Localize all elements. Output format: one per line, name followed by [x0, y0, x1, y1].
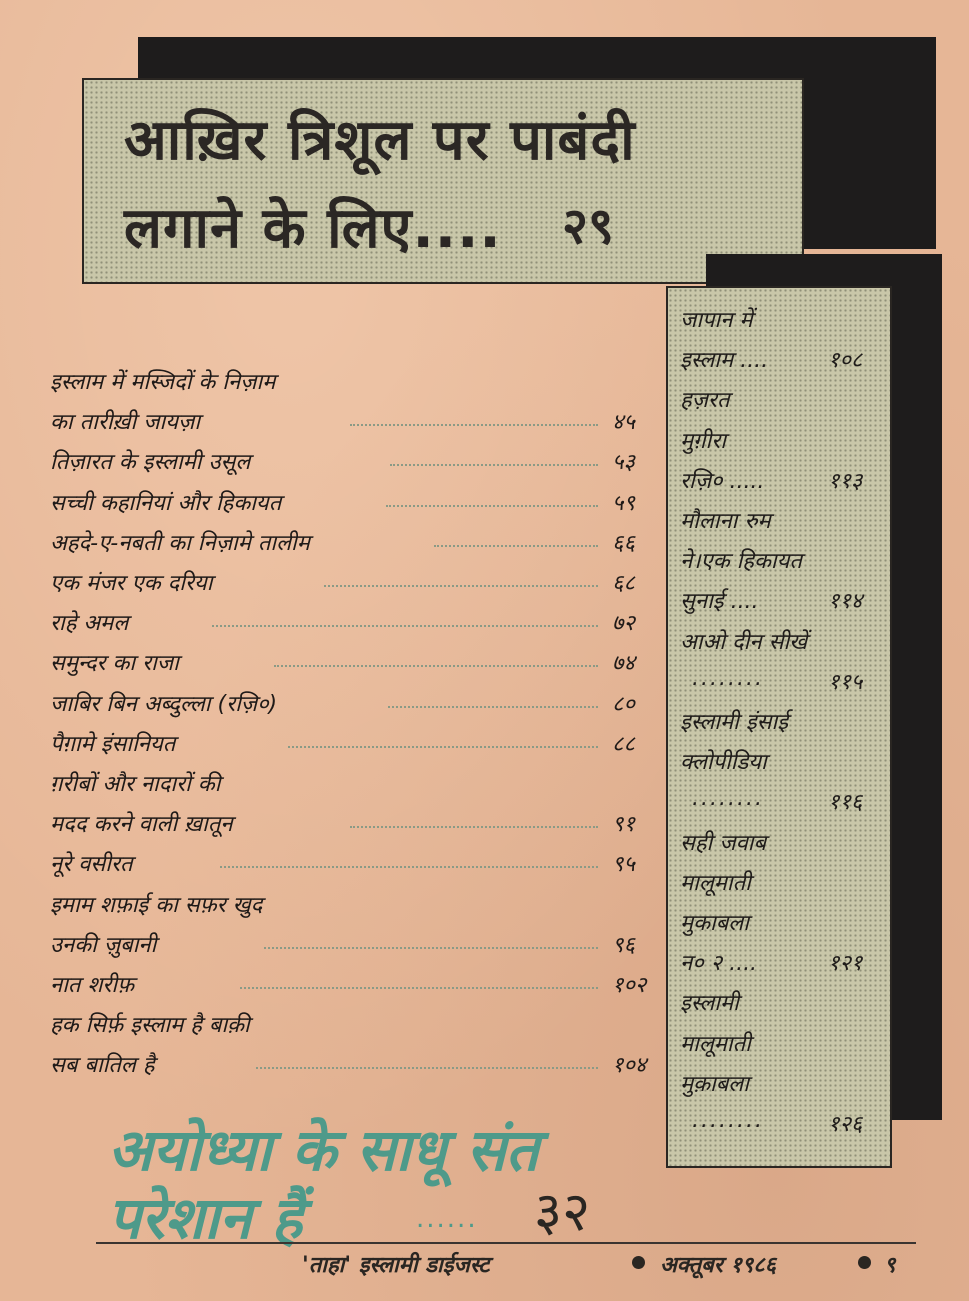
sidebar-entry [680, 827, 766, 857]
sidebar-entry-text: ने।एक हिकायत [680, 549, 802, 575]
sidebar-entry [680, 786, 863, 816]
toc-title: एक मंजर एक दरिया [50, 571, 213, 596]
sidebar-entry-text: रज़ि० ..... [680, 468, 765, 494]
toc-row [50, 969, 660, 1001]
toc-row [50, 768, 660, 800]
toc-title: तिज़ारत के इस्लामी उसूल [50, 450, 251, 476]
sidebar-entry [680, 465, 863, 495]
sidebar-entry-text: इस्लाम .... [680, 348, 769, 374]
sidebar-entry-text: मुक़ाबला [680, 1071, 749, 1097]
toc-title: अहदे-ए-नबती का निज़ामे तालीम [50, 530, 310, 556]
sidebar-entry-page: ११५ [828, 669, 863, 695]
toc-dot-leader [220, 866, 598, 868]
toc-dot-leader [350, 826, 598, 828]
sidebar-entry-text: ........ [692, 1108, 764, 1133]
sidebar-entry [680, 425, 726, 455]
sidebar-entry [680, 987, 739, 1017]
sidebar-entry [680, 1108, 863, 1137]
toc-page-number: ४५ [612, 410, 635, 436]
sidebar-entry-text: इस्लामी [680, 991, 739, 1017]
sidebar-entry-text: सुनाई .... [680, 589, 759, 615]
toc-row [50, 567, 660, 599]
sidebar-entry [680, 344, 863, 374]
toc-row [50, 487, 660, 519]
toc-row [50, 607, 660, 639]
footer-bullet-2 [858, 1256, 871, 1269]
toc-dot-leader [256, 1067, 598, 1069]
toc-page-number: १०२ [612, 973, 647, 998]
sidebar-entry-page: ११३ [828, 468, 863, 494]
sidebar-entry [680, 384, 730, 414]
toc-row [50, 446, 660, 478]
sidebar-entry [680, 746, 767, 776]
toc-title: मदद करने वाली ख़ातून [50, 812, 233, 838]
footer-rule [96, 1242, 916, 1244]
toc-title: का तारीख़ी जायज़ा [50, 410, 201, 436]
toc-dot-leader [274, 665, 598, 667]
toc-row [50, 929, 660, 961]
toc-dot-leader [288, 746, 598, 748]
sidebar-entry [680, 907, 749, 937]
toc-row [50, 848, 660, 880]
footer-date: अक्तूबर १९८६ [660, 1253, 777, 1278]
toc-page-number: ९१ [612, 812, 635, 838]
sidebar-entry-text: हज़रत [680, 388, 730, 414]
toc-dot-leader [386, 505, 598, 507]
toc-dot-leader [212, 625, 598, 627]
sidebar-entry [680, 304, 753, 334]
toc-dot-leader [434, 545, 598, 547]
toc-row [50, 1009, 660, 1041]
sidebar-entry [680, 545, 802, 575]
sidebar-entry [680, 947, 863, 977]
banner-title-line-1: आख़िर त्रिशूल पर पाबंदी [124, 108, 636, 173]
sidebar-entry-page: १०८ [828, 348, 863, 374]
toc-page-number: १०४ [612, 1053, 647, 1079]
sidebar-entry-text: ........ [692, 786, 764, 812]
sidebar-entry-text: जापान में [680, 308, 753, 333]
sidebar-entry-text: न० २ .... [680, 951, 758, 977]
sidebar-entry-text: क्लोपीडिया [680, 750, 767, 776]
bottom-headline-page-number: ३२ [534, 1180, 591, 1243]
toc-row [50, 406, 660, 438]
sidebar-entry-text: मुकाबला [680, 911, 749, 936]
toc-row [50, 1049, 660, 1081]
sidebar-entry-text: इस्लामी इंसाई [680, 710, 788, 735]
bottom-headline-leader: ...... [416, 1204, 478, 1234]
banner-page-number: २९ [562, 197, 614, 255]
toc-page-number: ५९ [612, 490, 635, 516]
toc-row [50, 889, 660, 921]
toc-title: सच्ची कहानियां और हिकायत [50, 490, 282, 516]
toc-title: नात शरीफ़ [50, 973, 135, 998]
toc-page-number: ६८ [612, 571, 635, 596]
toc-row [50, 688, 660, 720]
sidebar-entry-text: मौलाना रुम [680, 509, 771, 534]
footer-bullet-1 [632, 1256, 645, 1269]
toc-page-number: ९६ [612, 932, 635, 958]
sidebar-entry-text: मालूमाती [680, 1031, 751, 1057]
sidebar-entry-page: ११६ [828, 790, 863, 816]
toc-page-number: ५३ [612, 450, 635, 476]
bottom-headline-line-2: परेशान हैं [108, 1184, 303, 1252]
sidebar-entry-text: ........ [692, 665, 764, 691]
sidebar-entry-text: आओ दीन सीखें [680, 629, 808, 655]
sidebar-entry-page: ११४ [828, 589, 863, 615]
toc-title: उनकी ज़ुबानी [50, 932, 157, 958]
toc-page-number: ८० [612, 691, 635, 717]
sidebar-entry-text: मुग़ीरा [680, 428, 726, 454]
footer-publication: 'ताहा' इस्लामी डाईजस्ट [302, 1253, 490, 1278]
footer-page-number: ९ [884, 1253, 896, 1278]
toc-page-number: ९५ [612, 852, 635, 878]
toc-page-number: ७२ [612, 611, 635, 637]
sidebar-entry [680, 505, 771, 535]
toc-title: इमाम शफ़ाई का सफ़र खुद [50, 892, 263, 918]
toc-page-number: ७४ [612, 651, 635, 677]
toc-title: पैग़ामे इंसानियत [50, 731, 176, 757]
sidebar-entry [680, 867, 751, 897]
toc-dot-leader [264, 947, 598, 949]
sidebar-entry [680, 706, 788, 736]
toc-dot-leader [324, 585, 598, 587]
toc-title: समुन्दर का राजा [50, 651, 179, 677]
sidebar-entry [680, 585, 863, 615]
toc-title: हक सिर्फ़ इस्लाम है बाक़ी [50, 1013, 250, 1039]
toc-title: नूरे वसीरत [50, 852, 133, 878]
toc-title: राहे अमल [50, 611, 129, 637]
toc-row [50, 728, 660, 760]
bottom-headline-line-1: अयोध्या के साधू संत [108, 1116, 539, 1184]
toc-row [50, 808, 660, 840]
toc-dot-leader [240, 987, 598, 989]
sidebar-entry [680, 665, 863, 695]
sidebar-entry [680, 1068, 749, 1098]
toc-page-number: ८८ [612, 731, 635, 757]
sidebar-entry-text: सही जवाब [680, 830, 767, 856]
sidebar-entry-page: १२१ [828, 951, 863, 977]
toc-title: ग़रीबों और नादारों की [50, 772, 221, 797]
toc-page-number: ६६ [612, 530, 635, 556]
toc-dot-leader [350, 424, 598, 426]
toc-row [50, 527, 660, 559]
toc-dot-leader [390, 464, 598, 466]
toc-row [50, 366, 660, 398]
toc-dot-leader [388, 706, 598, 708]
toc-title: सब बातिल है [50, 1053, 155, 1079]
toc-title: जाबिर बिन अब्दुल्ला (रज़ि०) [50, 691, 278, 717]
sidebar-entry-text: मालूमाती [680, 870, 751, 896]
toc-title: इस्लाम में मस्जिदों के निज़ाम [50, 370, 276, 395]
sidebar-entry [680, 626, 807, 656]
sidebar-entry [680, 1028, 751, 1058]
sidebar-entry-page: १२६ [828, 1112, 863, 1137]
banner-title-line-2: लगाने के लिए.... [124, 196, 502, 261]
toc-row [50, 647, 660, 679]
